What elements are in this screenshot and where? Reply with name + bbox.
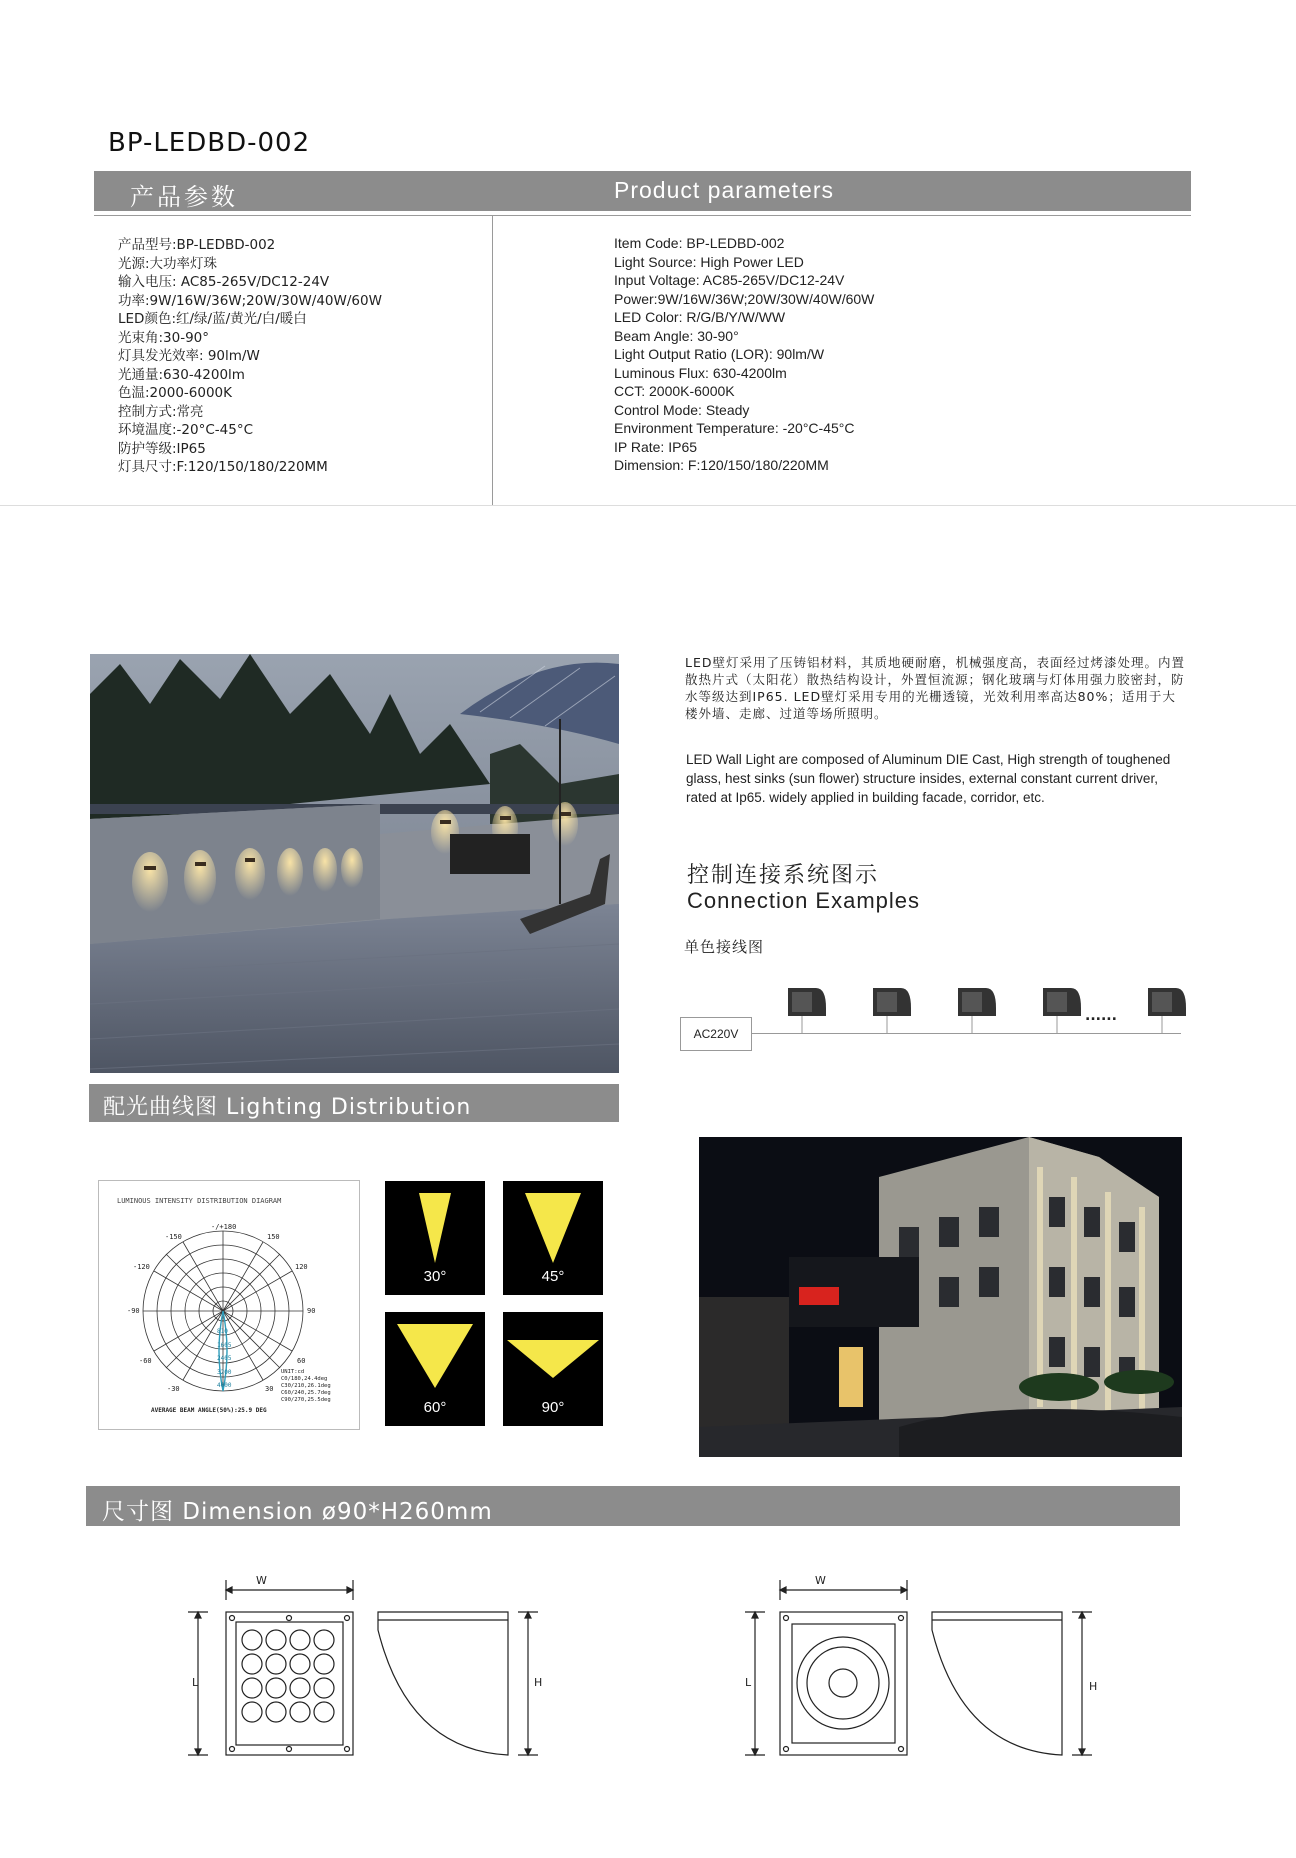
height-label: H <box>1089 1680 1098 1693</box>
angle-label: -30 <box>167 1385 180 1393</box>
header-divider <box>94 215 1191 216</box>
parameter-line: Dimension: F:120/150/180/220MM <box>614 457 829 473</box>
product-model-title: BP-LEDBD-002 <box>108 128 311 158</box>
parameter-line: Beam Angle: 30-90° <box>614 327 739 344</box>
parameter-line: 防护等级:IP65 <box>118 440 206 457</box>
parameter-line: 功率:9W/16W/36W;20W/30W/40W/60W <box>118 292 382 309</box>
description-zh: LED壁灯采用了压铸铝材料，其质地硬耐磨，机械强度高，表面经过烤漆处理。内置散热片式（太阳花）散热结构设计，外置恒流源；钢化玻璃与灯体用强力胶密封，防水等级达到IP65. LED壁灯采用专用的光栅透镜，光效利用率高达80%；适用于大楼外墙、走廊、过道等场所照明。 <box>685 655 1185 721</box>
parameter-line: Environment Temperature: -20°C-45°C <box>614 420 855 436</box>
parameter-line: 灯具发光效率: 90lm/W <box>118 348 260 364</box>
parameter-list-zh <box>118 236 382 477</box>
description-en: LED Wall Light are composed of Aluminum DIE Cast, High strength of toughened glass, hest sinks (sun flower) structure insides, external constant current driver, rated at Ip65. widely applied in building facade, corridor, etc. <box>686 752 1171 805</box>
column-divider <box>492 216 493 506</box>
dimension-bar <box>86 1486 1180 1526</box>
parameter-line: 环境温度:-20°C-45°C <box>118 422 253 438</box>
angle-label: 120 <box>295 1263 308 1271</box>
unit-block: UNIT:cd C0/180,24.4deg C30/210,26.1deg C60/240,25.7deg C90/270,25.5deg <box>281 1369 331 1403</box>
length-label: L <box>192 1676 199 1689</box>
width-label: W <box>256 1574 267 1587</box>
lighting-distribution-title: 配光曲线图 Lighting Distribution <box>103 1095 472 1120</box>
parameter-line: Control Mode: Steady <box>614 401 750 418</box>
average-beam-angle: AVERAGE BEAM ANGLE(50%):25.9 DEG <box>151 1407 267 1414</box>
parameter-list-en <box>614 234 874 475</box>
parameter-line: 灯具尺寸:F:120/150/180/220MM <box>118 459 328 475</box>
parameter-line: Power:9W/16W/36W;20W/30W/40W/60W <box>614 290 875 307</box>
intensity-ring-labels: 810 1605 2405 3200 4000 <box>217 1328 232 1389</box>
parameter-line: Light Output Ratio (LOR): 90lm/W <box>614 346 825 362</box>
length-label: L <box>745 1676 752 1689</box>
parameter-line: 色温:2000-6000K <box>118 385 232 401</box>
angle-label: 60 <box>297 1357 306 1365</box>
parameter-line: Input Voltage: AC85-265V/DC12-24V <box>614 272 845 288</box>
angle-label: 30 <box>265 1385 274 1393</box>
parameter-line: LED Color: R/G/B/Y/W/WW <box>614 309 786 325</box>
dimension-drawing-single-lens <box>735 1570 1115 1770</box>
angle-label: 90 <box>307 1307 316 1315</box>
ellipsis: ...... <box>1085 1008 1117 1024</box>
diagram-title: LUMINOUS INTENSITY DISTRIBUTION DIAGRAM <box>117 1197 282 1205</box>
angle-label: -/+180 <box>211 1223 237 1231</box>
angle-label: -60 <box>139 1357 152 1365</box>
beam-angle-30: 30° <box>385 1181 485 1295</box>
parameter-line: Light Source: High Power LED <box>614 253 804 270</box>
dimension-title: 尺寸图 Dimension ø90*H260mm <box>102 1499 493 1525</box>
parameter-line: 产品型号:BP-LEDBD-002 <box>118 237 276 253</box>
parameters-title-zh: 产品参数 <box>130 183 238 211</box>
section-divider <box>0 505 1296 506</box>
dimension-drawing-multi-led <box>168 1570 558 1770</box>
connection-title-en: Connection Examples <box>687 888 921 913</box>
wall-light-icons <box>780 984 1190 1034</box>
building-facade-night-photo <box>699 1137 1182 1457</box>
angle-label: -120 <box>133 1263 150 1271</box>
parameter-line: 光通量:630-4200lm <box>118 366 245 383</box>
angle-label: 150 <box>267 1233 280 1241</box>
parameter-line: IP Rate: IP65 <box>614 438 698 455</box>
beam-angle-90: 90° <box>503 1312 603 1426</box>
height-label: H <box>534 1676 543 1689</box>
angle-label: -90 <box>127 1307 140 1315</box>
parameter-line: 输入电压: AC85-265V/DC12-24V <box>118 274 330 290</box>
parameter-line: 光束角:30-90° <box>118 329 210 346</box>
wiring-diagram-title: 单色接线图 <box>684 938 765 956</box>
angle-label: -150 <box>165 1233 182 1241</box>
power-source-box: AC220V <box>680 1017 752 1051</box>
parameter-line: Item Code: BP-LEDBD-002 <box>614 235 785 251</box>
product-parameters-bar <box>94 171 1191 211</box>
patio-wall-light-photo <box>90 654 619 1073</box>
parameters-title-en: Product parameters <box>614 177 834 203</box>
wall-light-icon <box>788 988 826 1034</box>
beam-angle-45: 45° <box>503 1181 603 1295</box>
lighting-distribution-bar <box>89 1084 619 1122</box>
luminous-intensity-diagram <box>98 1180 360 1430</box>
parameter-line: 光源:大功率灯珠 <box>118 255 218 272</box>
beam-angle-60: 60° <box>385 1312 485 1426</box>
parameter-line: LED颜色:红/绿/蓝/黄光/白/暖白 <box>118 311 307 327</box>
width-label: W <box>815 1574 826 1587</box>
parameter-line: CCT: 2000K-6000K <box>614 383 735 399</box>
connection-title-zh: 控制连接系统图示 <box>687 863 880 888</box>
parameter-line: 控制方式:常亮 <box>118 403 204 420</box>
parameter-line: Luminous Flux: 630-4200lm <box>614 364 787 381</box>
